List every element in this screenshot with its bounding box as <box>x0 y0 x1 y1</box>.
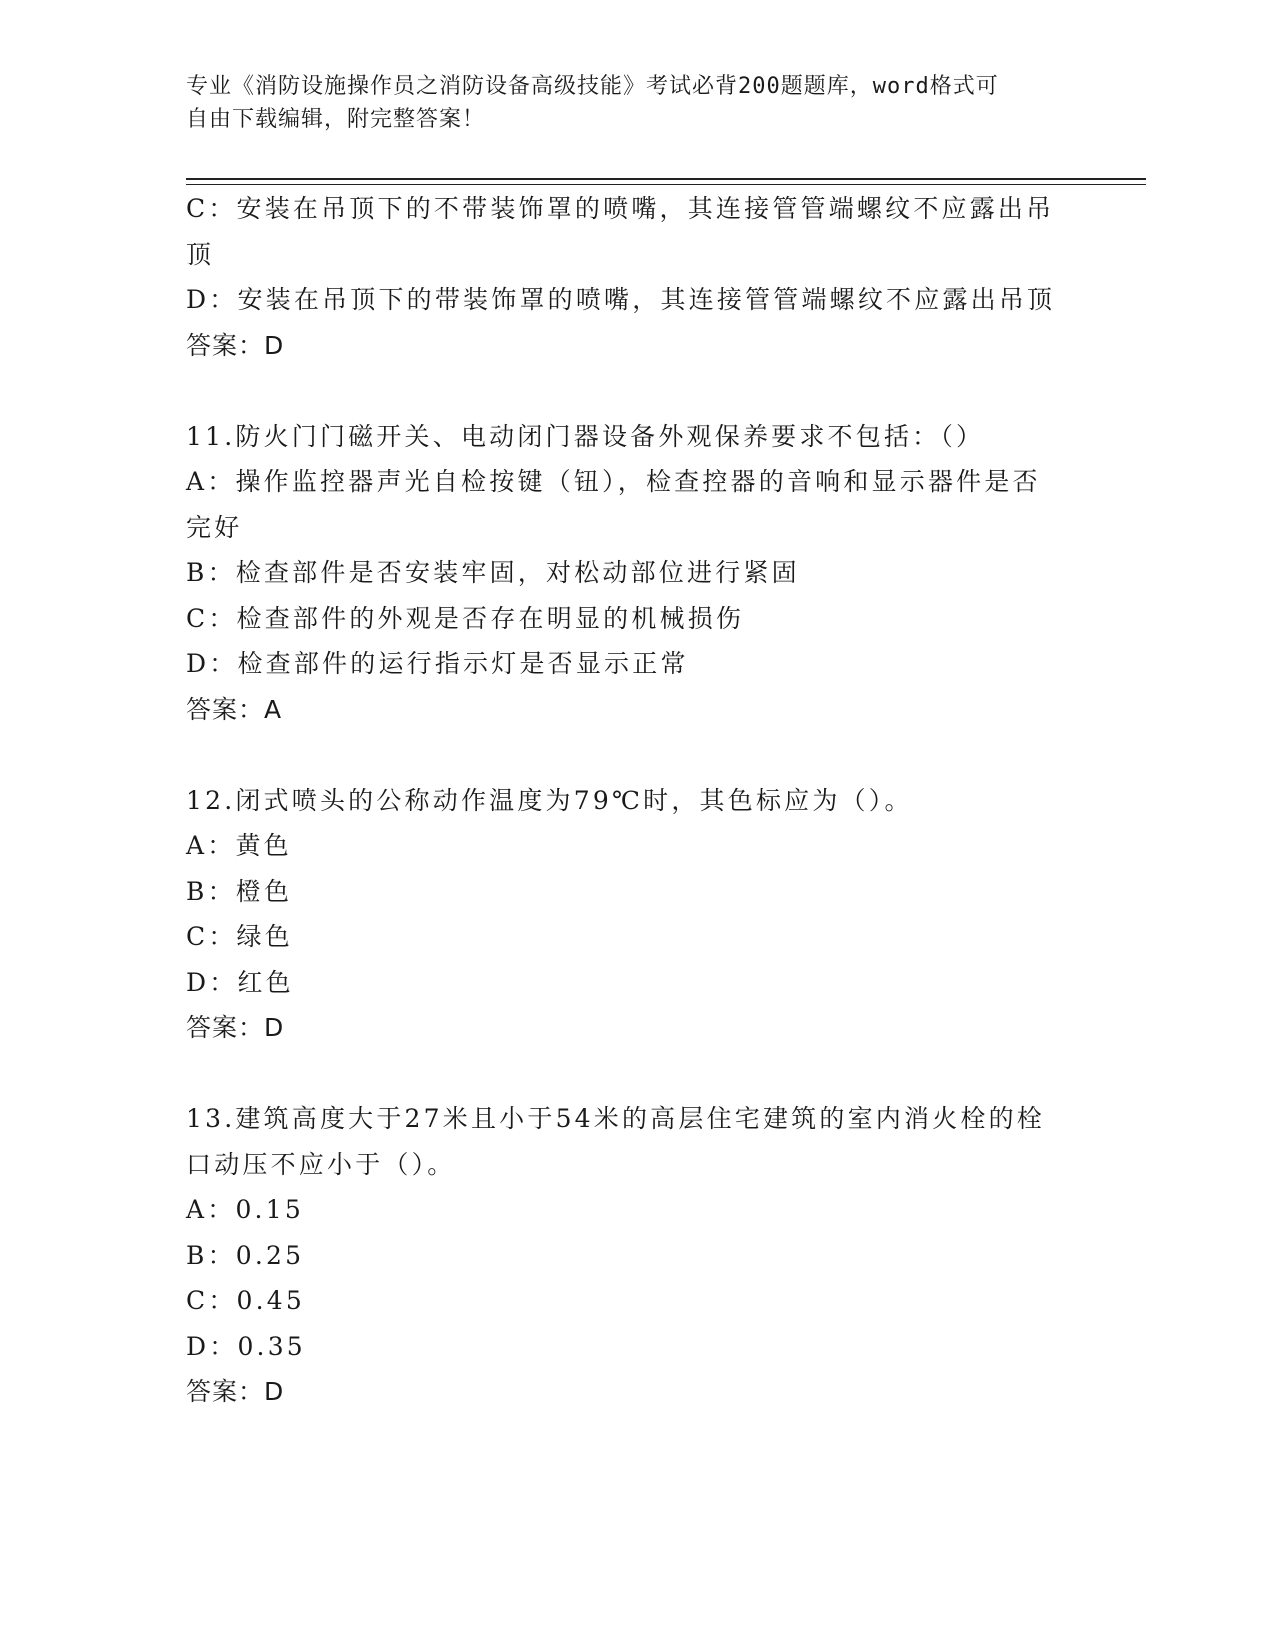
q12-title: 12.闭式喷头的公称动作温度为79℃时，其色标应为（）。 <box>186 785 913 815</box>
q11-option-b: B：检查部件是否安装牢固，对松动部位进行紧固 <box>186 558 800 587</box>
header-divider-thin <box>186 184 1146 185</box>
q12-option-c: C：绿色 <box>186 922 293 951</box>
document-header <box>186 70 1066 136</box>
q13-answer: 答案：D <box>186 1377 285 1406</box>
spacer <box>186 368 1066 414</box>
q12-option-a: A：黄色 <box>186 831 292 860</box>
question-content <box>186 186 1066 1415</box>
q11-option-a-line-2: 完好 <box>186 512 243 542</box>
spacer <box>186 1051 1066 1097</box>
q13-title-line-1: 13.建筑高度大于27米且小于54米的高层住宅建筑的室内消火栓的栓 <box>186 1104 1045 1133</box>
q10-option-d: D：安装在吊顶下的带装饰罩的喷嘴，其连接管管端螺纹不应露出吊顶 <box>186 285 1056 314</box>
q13-option-c: C：0.45 <box>186 1286 305 1315</box>
q11-option-d: D：检查部件的运行指示灯是否显示正常 <box>186 649 689 678</box>
q10-option-c-line-2: 顶 <box>186 239 215 269</box>
header-line-2: 自由下载编辑，附完整答案！ <box>186 107 486 132</box>
q11-title: 11.防火门门磁开关、电动闭门器设备外观保养要求不包括：（） <box>186 421 985 451</box>
q11-option-c: C：检查部件的外观是否存在明显的机械损伤 <box>186 603 745 633</box>
header-line-1: 专业《消防设施操作员之消防设备高级技能》考试必背200题题库，word格式可 <box>186 74 999 99</box>
q12-option-b: B：橙色 <box>186 876 293 906</box>
q10-answer: 答案：D <box>186 330 285 360</box>
q13-option-b: B：0.25 <box>186 1240 305 1270</box>
header-divider-thick <box>186 178 1146 180</box>
q13-title-line-2: 口动压不应小于（）。 <box>186 1149 456 1179</box>
q11-answer: 答案：A <box>186 694 283 724</box>
q12-option-d: D：红色 <box>186 967 294 997</box>
q12-answer: 答案：D <box>186 1013 285 1042</box>
q13-option-d: D：0.35 <box>186 1331 306 1361</box>
q11-option-a-line-1: A：操作监控器声光自检按键（钮），检查控器的音响和显示器件是否 <box>186 467 1041 496</box>
q13-option-a: A：0.15 <box>186 1195 304 1224</box>
spacer <box>186 732 1066 778</box>
q10-option-c-line-1: C：安装在吊顶下的不带装饰罩的喷嘴，其连接管管端螺纹不应露出吊 <box>186 194 1055 223</box>
